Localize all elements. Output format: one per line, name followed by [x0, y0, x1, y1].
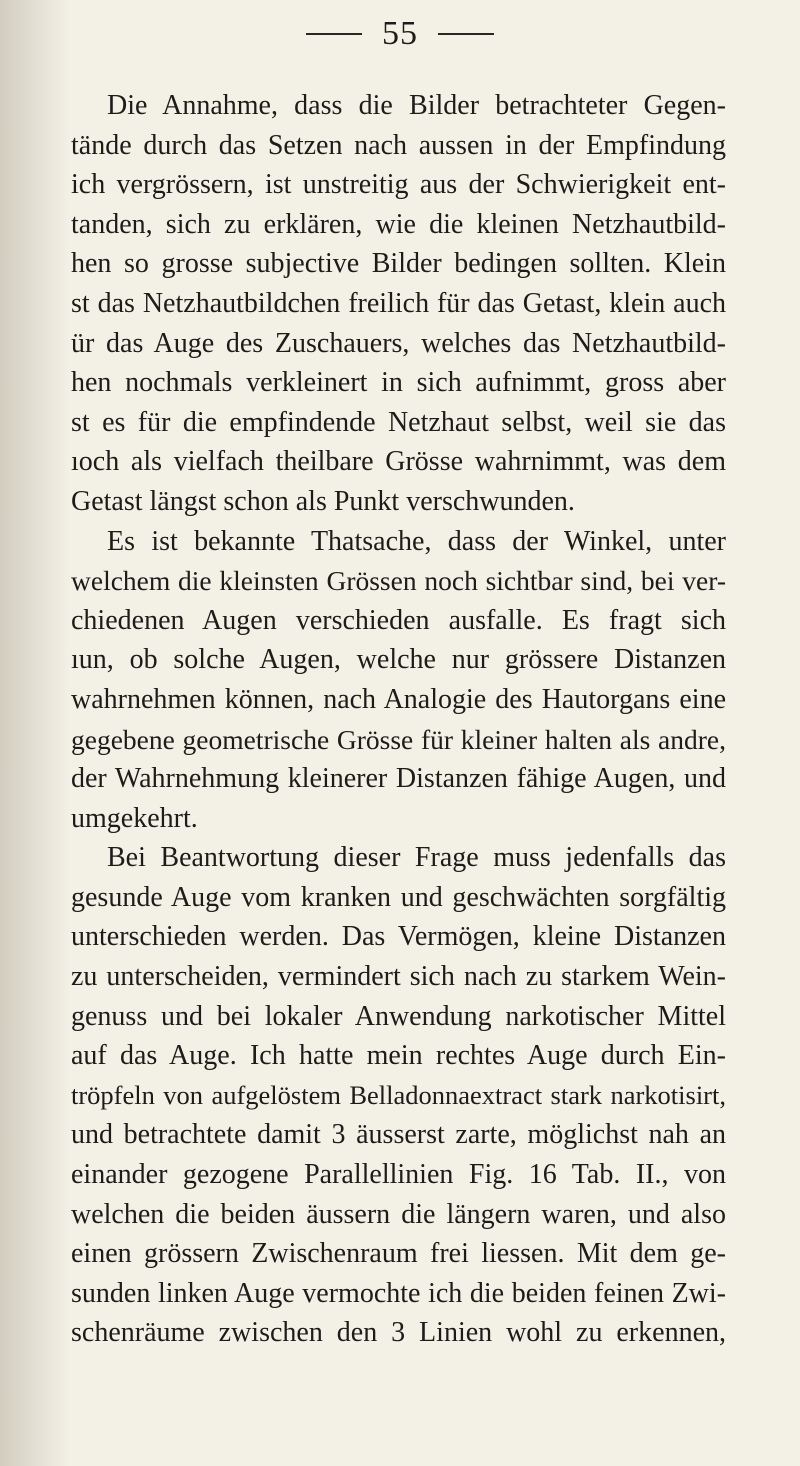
text-line: chiedenen Augen verschieden ausfalle. Es fragt sich	[71, 604, 726, 636]
text-line: sunden linken Auge vermochte ich die beiden feinen Zwi-	[71, 1277, 726, 1309]
text-line: und betrachtete damit 3 äusserst zarte, möglichst nah an	[71, 1119, 726, 1151]
text-line: gesunde Auge vom kranken und geschwächten sorgfältig	[71, 881, 726, 913]
text-line: Bei Beantwortung dieser Frage muss jedenfalls das	[107, 842, 726, 874]
text-line: ıoch als vielfach theilbare Grösse wahrnimmt, was dem	[71, 446, 726, 478]
text-line: der Wahrnehmung kleinerer Distanzen fähige Augen, und	[71, 763, 726, 795]
text-line: hen nochmals verkleinert in sich aufnimmt, gross aber	[71, 367, 726, 399]
header-rule-right	[438, 33, 494, 35]
text-line: ich vergrössern, ist unstreitig aus der Schwierigkeit ent-	[71, 169, 726, 201]
text-line: ıun, ob solche Augen, welche nur grössere Distanzen	[71, 644, 726, 676]
text-line: einander gezogene Parallellinien Fig. 16 Tab. II., von	[71, 1159, 726, 1191]
header-rule-left	[306, 33, 362, 35]
text-line: st das Netzhautbildchen freilich für das Getast, klein auch	[71, 287, 726, 319]
text-line: Getast längst schon als Punkt verschwunden.	[71, 485, 575, 517]
page-number: 55	[382, 15, 418, 52]
text-line: Es ist bekannte Thatsache, dass der Winkel, unter	[107, 525, 726, 557]
text-line: auf das Auge. Ich hatte mein rechtes Auge durch Ein-	[71, 1040, 726, 1072]
text-line: hen so grosse subjective Bilder bedingen sollten. Klein	[71, 248, 726, 280]
text-line: welchen die beiden äussern die längern waren, und also	[71, 1198, 726, 1230]
text-line: schenräume zwischen den 3 Linien wohl zu erkennen,	[71, 1317, 726, 1349]
text-line: tanden, sich zu erklären, wie die kleinen Netzhautbild-	[71, 208, 726, 240]
text-line: zu unterscheiden, vermindert sich nach zu starkem Wein-	[71, 961, 726, 993]
binding-gutter-shadow	[0, 0, 70, 1466]
text-line: gegebene geometrische Grösse für kleiner halten als andre,	[71, 723, 726, 755]
text-line: unterschieden werden. Das Vermögen, kleine Distanzen	[71, 921, 726, 953]
text-line: Die Annahme, dass die Bilder betrachteter Gegen-	[107, 90, 726, 121]
page-header	[0, 14, 800, 54]
text-line: umgekehrt.	[71, 802, 198, 834]
text-line: einen grössern Zwischenraum frei liessen. Mit dem ge-	[71, 1238, 726, 1270]
text-line: wahrnehmen können, nach Analogie des Hautorgans eine	[71, 683, 726, 715]
text-line: tröpfeln von aufgelöstem Belladonnaextract stark narkotisirt,	[71, 1079, 726, 1110]
text-line: st es für die empfindende Netzhaut selbst, weil sie das	[71, 406, 726, 438]
text-line: genuss und bei lokaler Anwendung narkotischer Mittel	[71, 1000, 726, 1032]
text-line: ür das Auge des Zuschauers, welches das Netzhautbild-	[71, 327, 726, 359]
body-text	[71, 86, 726, 1353]
text-line: tände durch das Setzen nach aussen in der Empfindung	[71, 129, 726, 161]
text-line: welchem die kleinsten Grössen noch sichtbar sind, bei ver-	[71, 565, 726, 597]
